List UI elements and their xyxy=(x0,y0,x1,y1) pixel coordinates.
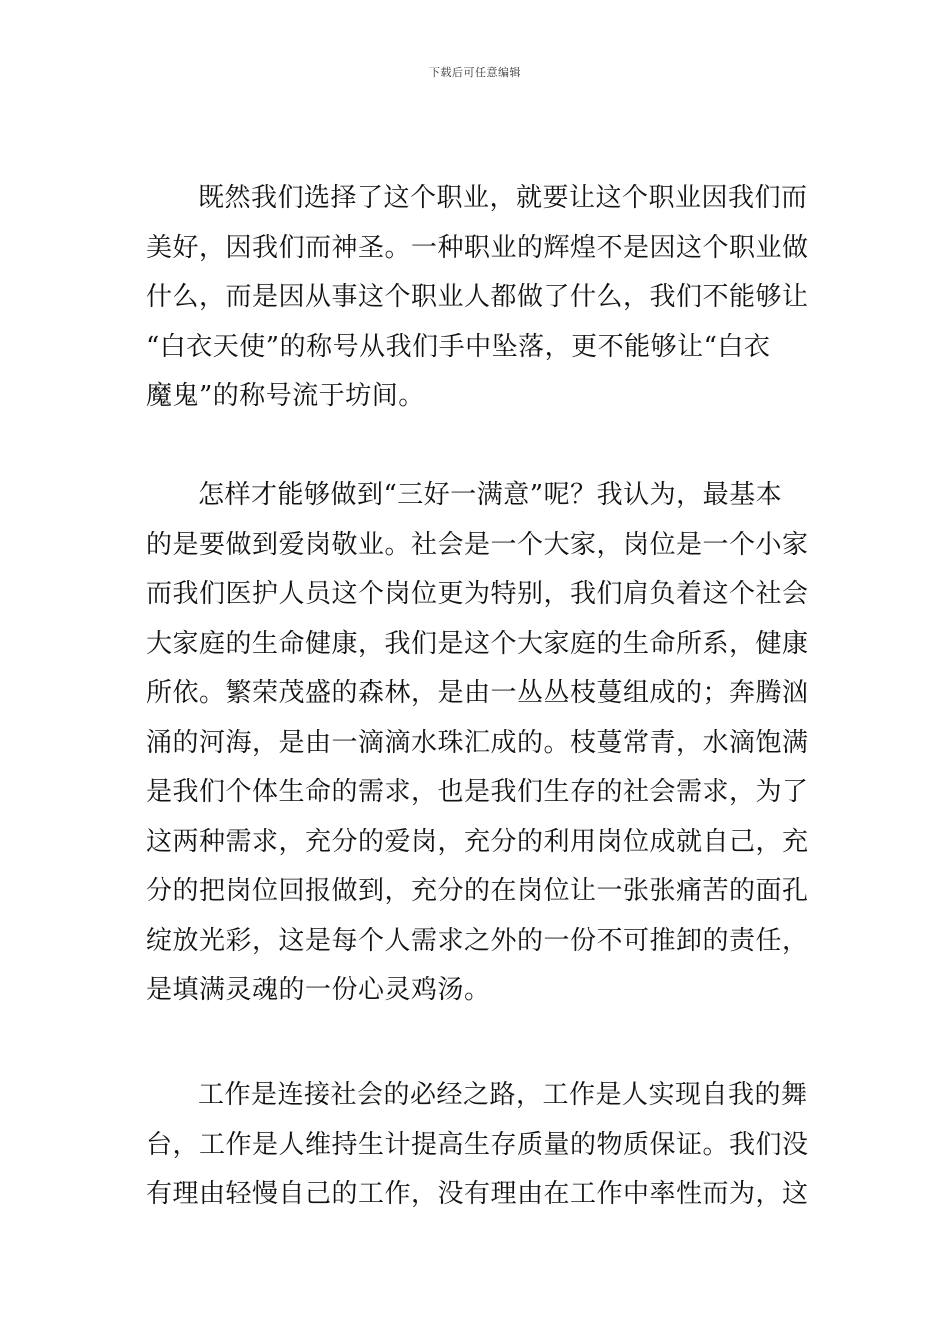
text-line: 工作是连接社会的必经之路，工作是人实现自我的舞 xyxy=(198,1080,808,1110)
paragraph-work-stage xyxy=(146,1071,810,1220)
text-line: 所依。繁荣茂盛的森林，是由一丛丛枝蔓组成的；奔腾汹 xyxy=(146,678,809,708)
text-line: 有理由轻慢自己的工作，没有理由在工作中率性而为，这 xyxy=(146,1179,809,1209)
text-line: 这两种需求，充分的爱岗，充分的利用岗位成就自己，充 xyxy=(146,826,809,857)
text-line: 怎样才能够做到“三好一满意”呢？我认为，最基本 xyxy=(198,480,783,510)
text-line: 大家庭的生命健康，我们是这个大家庭的生命所系，健康 xyxy=(146,628,809,659)
text-line: 涌的河海，是由一滴滴水珠汇成的。枝蔓常青，水滴饱满 xyxy=(146,727,809,758)
text-line: 而我们医护人员这个岗位更为特别，我们肩负着这个社会 xyxy=(146,579,809,609)
text-line: 魔鬼”的称号流于坊间。 xyxy=(146,381,425,411)
paragraph-career-honor xyxy=(146,174,810,422)
text-line: 的是要做到爱岗敬业。社会是一个大家，岗位是一个小家 xyxy=(146,529,809,560)
text-line: 分的把岗位回报做到，充分的在岗位让一张张痛苦的面孔 xyxy=(146,876,809,906)
text-line: “白衣天使”的称号从我们手中坠落，更不能够让“白衣 xyxy=(146,331,771,362)
text-line: 美好，因我们而神圣。一种职业的辉煌不是因这个职业做 xyxy=(146,232,809,263)
paragraph-love-job xyxy=(146,471,810,1016)
text-line: 什么，而是因从事这个职业人都做了什么，我们不能够让 xyxy=(146,282,809,312)
page-header-note: 下载后可任意编辑 xyxy=(429,66,521,79)
text-line: 既然我们选择了这个职业，就要让这个职业因我们而 xyxy=(198,183,808,213)
text-line: 是我们个体生命的需求，也是我们生存的社会需求，为了 xyxy=(146,777,809,807)
text-line: 绽放光彩，这是每个人需求之外的一份不可推卸的责任， xyxy=(146,925,809,956)
text-line: 台，工作是人维持生计提高生存质量的物质保证。我们没 xyxy=(146,1129,809,1160)
text-line: 是填满灵魂的一份心灵鸡汤。 xyxy=(146,975,491,1005)
